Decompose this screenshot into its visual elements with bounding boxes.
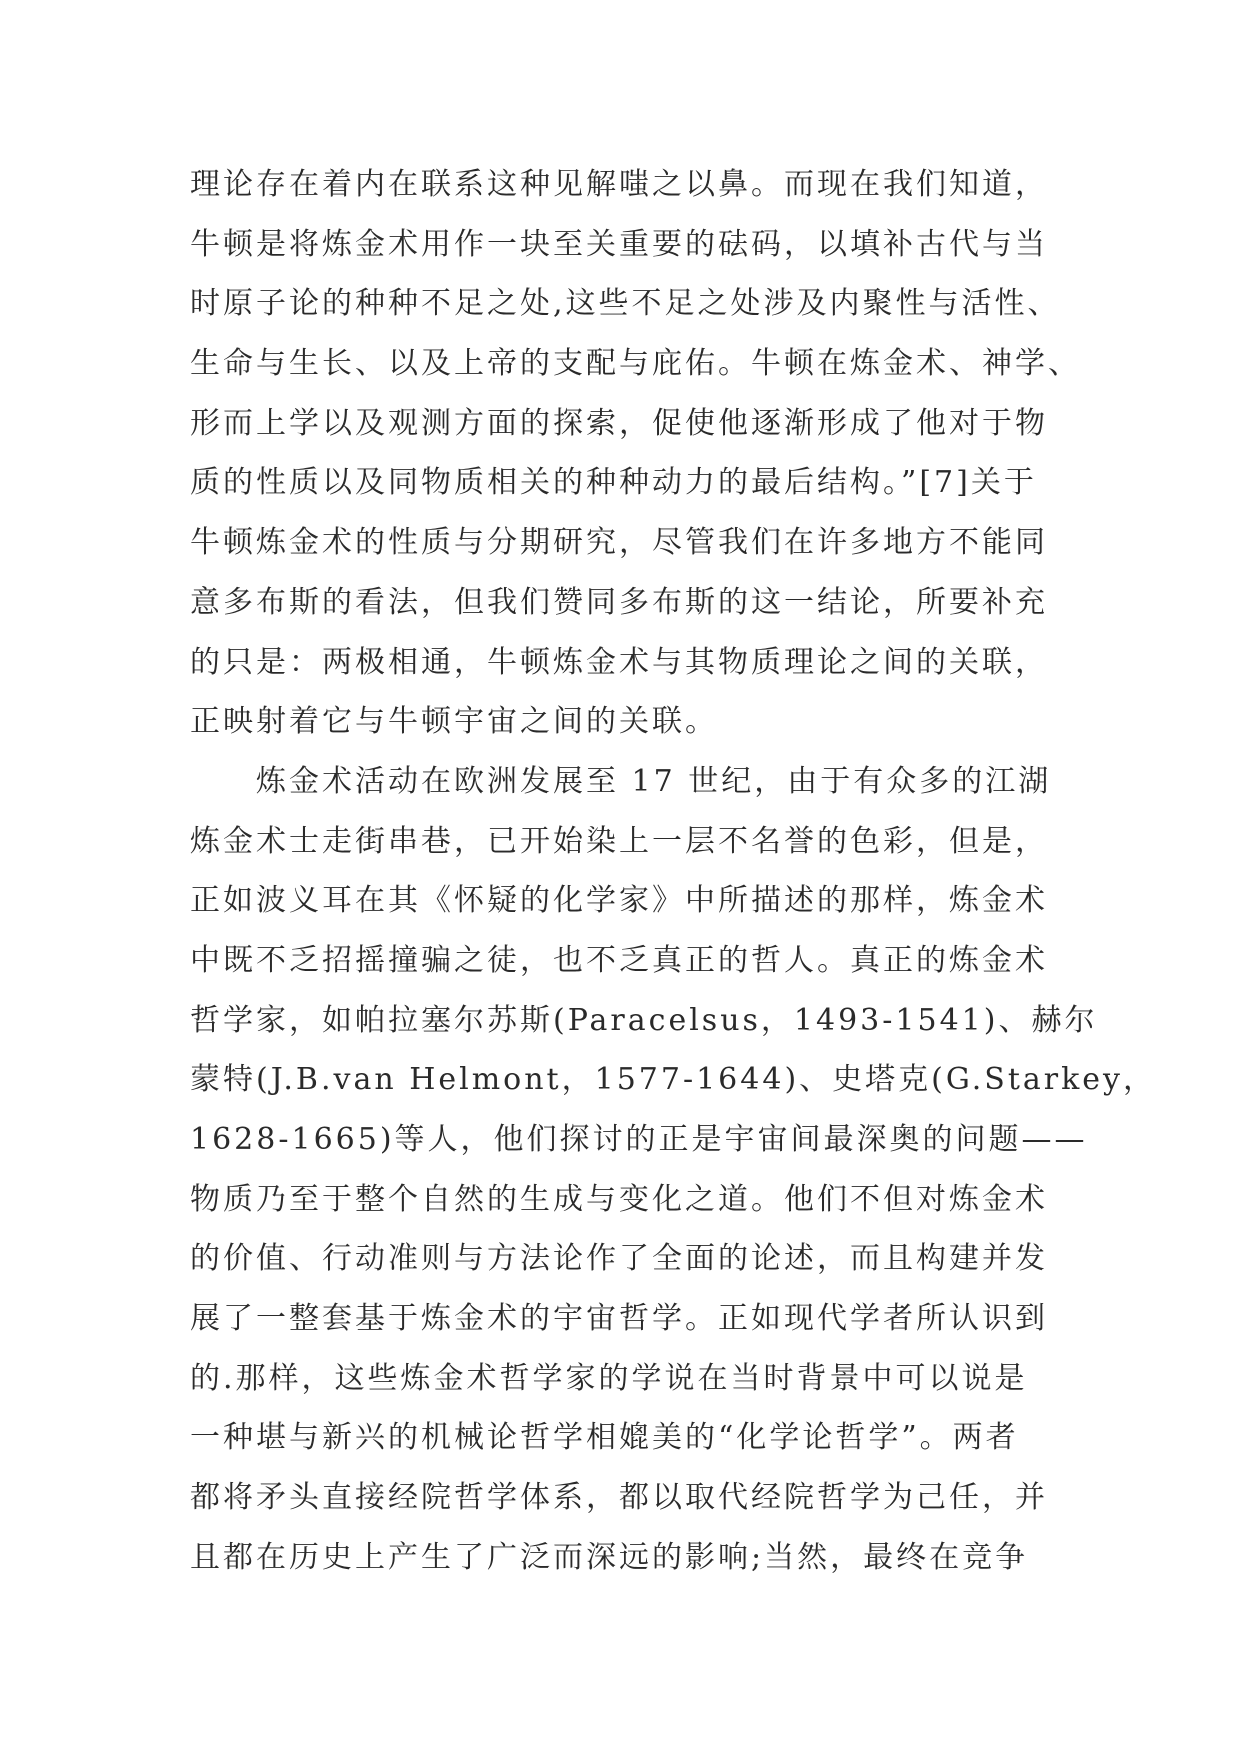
text-line: 物质乃至于整个自然的生成与变化之道。他们不但对炼金术 [190, 1181, 1048, 1217]
text-line: 的价值、行动准则与方法论作了全面的论述，而且构建并发 [190, 1241, 1048, 1277]
text-line: 正映射着它与牛顿宇宙之间的关联。 [190, 704, 718, 740]
text-line: 时原子论的种种不足之处,这些不足之处涉及内聚性与活性、 [190, 286, 1061, 322]
text-line: 理论存在着内在联系这种见解嗤之以鼻。而现在我们知道， [190, 167, 1048, 202]
body-text [190, 165, 1156, 1598]
text-line: 展了一整套基于炼金术的宇宙哲学。正如现代学者所认识到 [190, 1301, 1048, 1337]
text-line: 生命与生长、以及上帝的支配与庇佑。牛顿在炼金术、神学、 [190, 346, 1081, 382]
text-line: 意多布斯的看法，但我们赞同多布斯的这一结论，所要补充 [190, 584, 1048, 620]
text-line: 一种堪与新兴的机械论哲学相媲美的“化学论哲学”。两者 [190, 1420, 1019, 1456]
text-line: 的.那样，这些炼金术哲学家的学说在当时背景中可以说是 [190, 1360, 1028, 1396]
text-line: 1628-1665)等人，他们探讨的正是宇宙间最深奥的问题—— [190, 1122, 1088, 1157]
text-line: 牛顿是将炼金术用作一块至关重要的砝码，以填补古代与当 [190, 226, 1048, 262]
text-line: 质的性质以及同物质相关的种种动力的最后结构。”[7]关于 [190, 465, 1037, 501]
text-line: 炼金术士走街串巷，已开始染上一层不名誉的色彩，但是， [190, 823, 1048, 859]
text-line: 蒙特(J.B.van Helmont，1577-1644)、史塔克(G.Starkey， [190, 1062, 1156, 1098]
text-line: 的只是：两极相通，牛顿炼金术与其物质理论之间的关联， [190, 644, 1048, 680]
text-line: 炼金术活动在欧洲发展至 17 世纪，由于有众多的江湖 [256, 763, 1052, 799]
text-line: 哲学家，如帕拉塞尔苏斯(Paracelsus，1493-1541)、赫尔 [190, 1002, 1098, 1038]
text-line: 都将矛头直接经院哲学体系，都以取代经院哲学为己任，并 [190, 1480, 1048, 1516]
text-line: 牛顿炼金术的性质与分期研究，尽管我们在许多地方不能同 [190, 525, 1048, 561]
text-line: 形而上学以及观测方面的探索，促使他逐渐形成了他对于物 [190, 405, 1048, 441]
text-line: 正如波义耳在其《怀疑的化学家》中所描述的那样，炼金术 [190, 883, 1048, 919]
text-line: 且都在历史上产生了广泛而深远的影响;当然，最终在竞争 [190, 1539, 1029, 1575]
text-line: 中既不乏招摇撞骗之徒，也不乏真正的哲人。真正的炼金术 [190, 942, 1048, 978]
